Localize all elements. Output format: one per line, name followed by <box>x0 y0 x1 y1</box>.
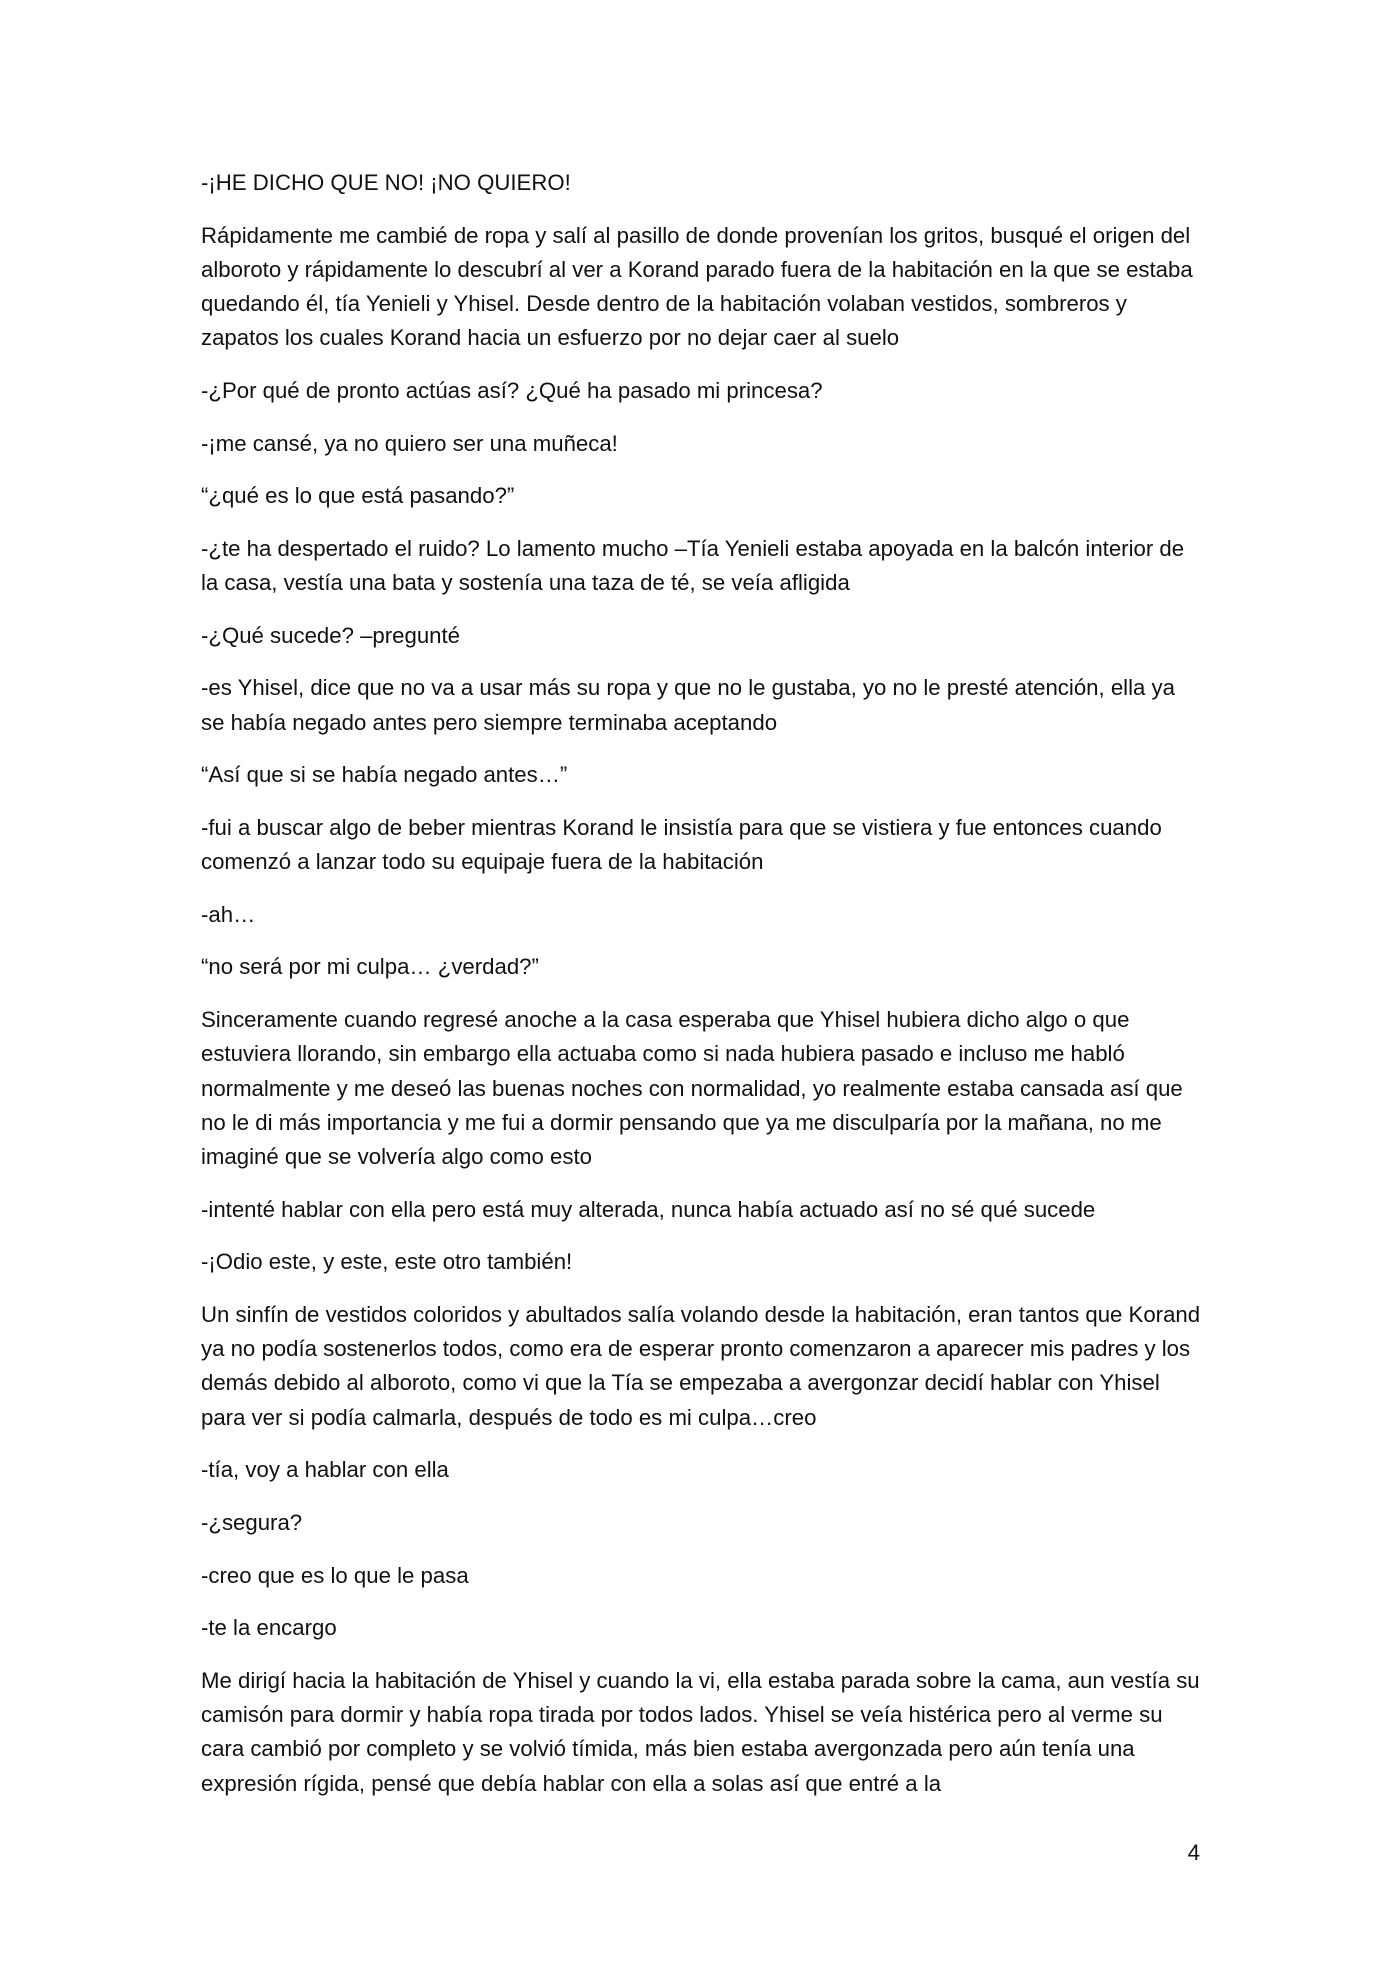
paragraph-narration: Rápidamente me cambié de ropa y salí al pasillo de donde provenían los gritos, busqué el origen del alboroto y rápidamente lo descubrí al ver a Korand parado fuera de la habitación en la que se estaba quedando él, tía Yenieli y Yhisel. Desde dentro de la habitación volaban vestidos, sombreros y zapatos los cuales Korand hacia un esfuerzo por no dejar caer al suelo <box>201 222 1193 351</box>
paragraph-dialogue: -fui a buscar algo de beber mientras Korand le insistía para que se vistiera y fue entonces cuando comenzó a lanzar todo su equipaje fuera de la habitación <box>201 814 1162 875</box>
paragraph-thought: “no será por mi culpa… ¿verdad?” <box>201 954 539 980</box>
paragraph-dialogue: -¡Odio este, y este, este otro también! <box>201 1249 573 1275</box>
paragraph-dialogue: -¿segura? <box>201 1509 303 1535</box>
paragraph-dialogue: -¡me cansé, ya no quiero ser una muñeca! <box>201 430 618 456</box>
paragraph-thought: “Así que si se había negado antes…” <box>201 762 568 788</box>
paragraph-dialogue: -te la encargo <box>201 1615 337 1641</box>
paragraph-dialogue: -ah… <box>201 901 256 927</box>
paragraph-dialogue: -¿te ha despertado el ruido? Lo lamento mucho –Tía Yenieli estaba apoyada en la balcón interior de la casa, vestía una bata y sostenía una taza de té, se veía afligida <box>201 535 1185 596</box>
paragraph-narration: Sinceramente cuando regresé anoche a la casa esperaba que Yhisel hubiera dicho algo o que estuviera llorando, sin embargo ella actuaba como si nada hubiera pasado e incluso me habló normalmente y me deseó las buenas noches con normalidad, yo realmente estaba cansada así que no le di más importancia y me fui a dormir pensando que ya me disculparía por la mañana, no me imaginé que se volvería algo como esto <box>201 1006 1183 1170</box>
paragraph-thought: “¿qué es lo que está pasando?” <box>201 483 515 509</box>
paragraph-narration: Me dirigí hacia la habitación de Yhisel y cuando la vi, ella estaba parada sobre la cama, aun vestía su camisón para dormir y había ropa tirada por todos lados. Yhisel se veía histérica pero al verme su cara cambió por completo y se volvió tímida, más bien estaba avergonzada pero aún tenía una expresión rígida, pensé que debía hablar con ella a solas así que entré a la <box>201 1667 1200 1796</box>
paragraph-dialogue: -¿Qué sucede? –pregunté <box>201 622 461 648</box>
paragraph-dialogue: -tía, voy a hablar con ella <box>201 1457 449 1483</box>
paragraph-dialogue: -es Yhisel, dice que no va a usar más su ropa y que no le gustaba, yo no le presté atención, ella ya se había negado antes pero siempre terminaba aceptando <box>201 675 1175 735</box>
paragraph-dialogue: -intenté hablar con ella pero está muy alterada, nunca había actuado así no sé qué sucede <box>201 1196 1096 1222</box>
paragraph-dialogue: -¡HE DICHO QUE NO! ¡NO QUIERO! <box>201 170 571 195</box>
paragraph-narration: Un sinfín de vestidos coloridos y abultados salía volando desde la habitación, eran tantos que Korand ya no podía sostenerlos todos, como era de esperar pronto comenzaron a aparecer mis padres y los demás debido al alboroto, como vi que la Tía se empezaba a avergonzar decidí hablar con Yhisel para ver si podía calmarla, después de todo es mi culpa…creo <box>201 1301 1201 1430</box>
body-text <box>201 166 1201 1819</box>
paragraph-dialogue: -creo que es lo que le pasa <box>201 1562 469 1588</box>
page-number: 4 <box>1187 1840 1200 1865</box>
paragraph-dialogue: -¿Por qué de pronto actúas así? ¿Qué ha pasado mi princesa? <box>201 378 823 404</box>
